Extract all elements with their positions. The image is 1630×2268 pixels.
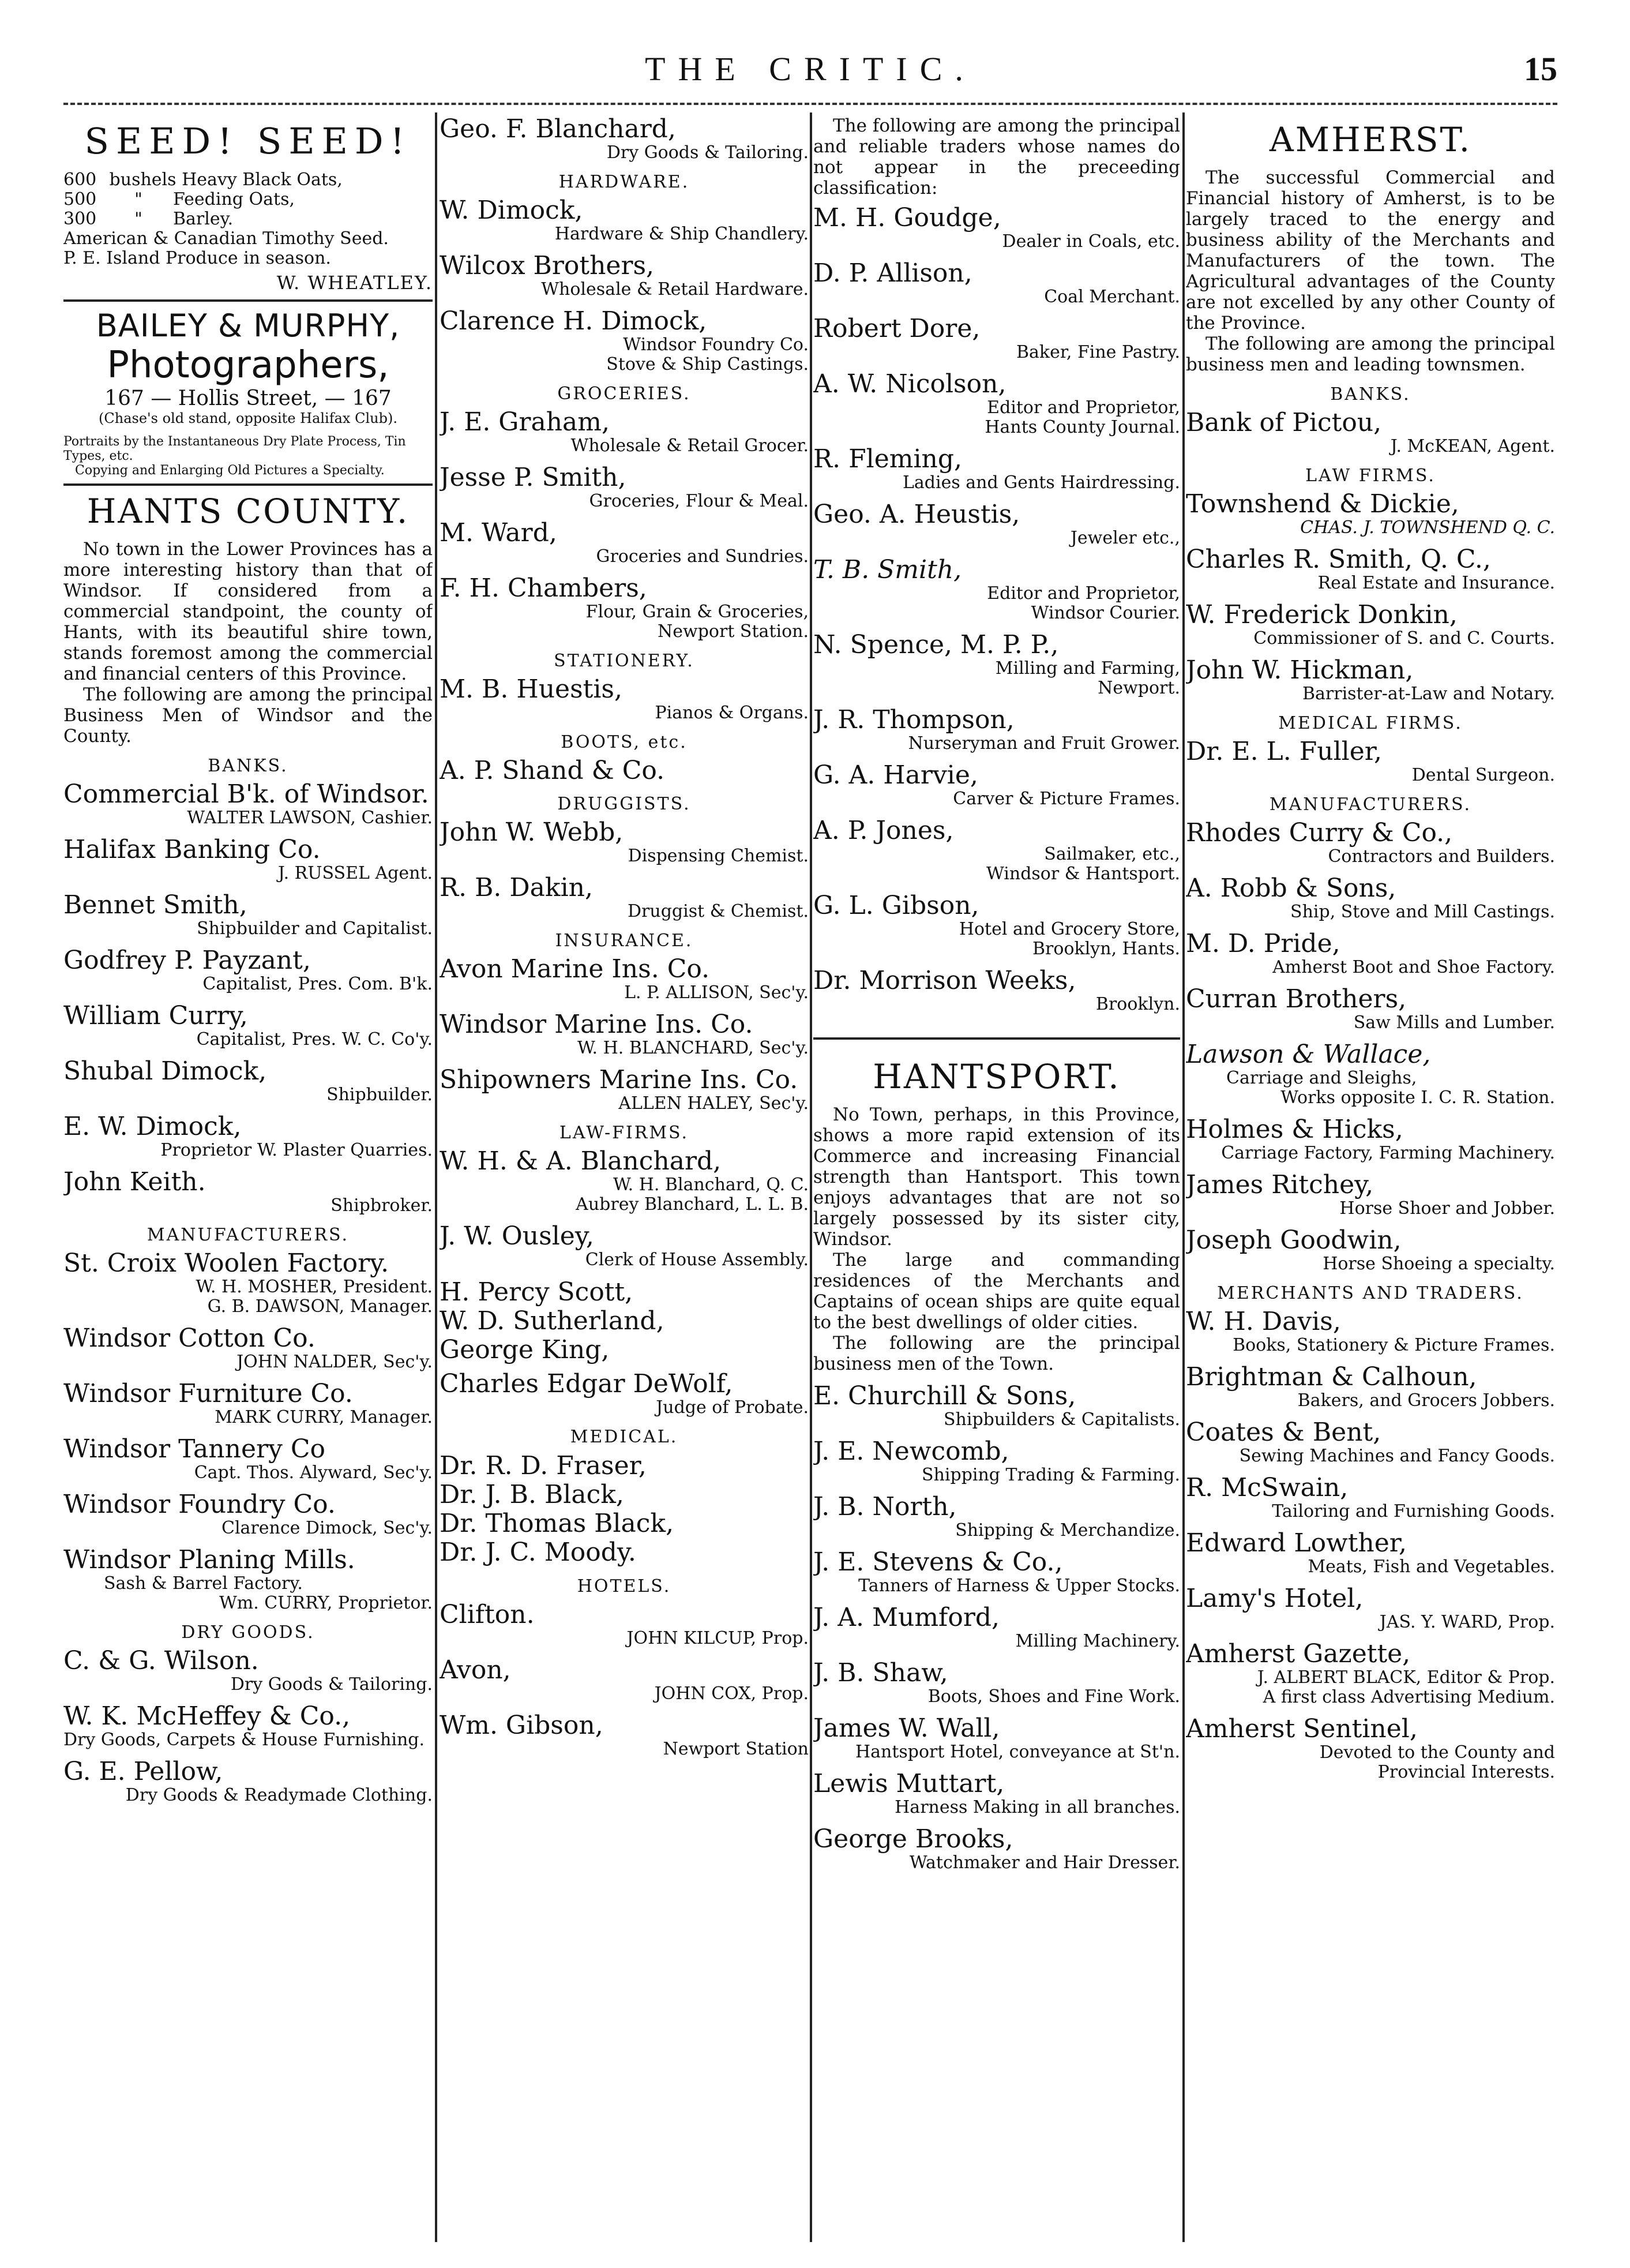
listing-name: W. D. Sutherland, [440,1306,664,1336]
listing-entry: Geo. F. Blanchard, Dry Goods & Tailoring. [440,115,809,163]
ad-separator [63,299,433,302]
amherst-paragraph: The successful Commercial and Financial history of Amherst, is to be largely traced to the energy and business ability of the Merchants and Manufacturers of the town. The Agricultural advantages of the County are not excelled by any other County of the Province. [1186,167,1555,333]
listing-entry: Rhodes Curry & Co., Contractors and Builders. [1186,818,1555,867]
bailey-murphy-address: 167 — Hollis Street, — 167 [104,387,392,410]
listing-entry: Commercial B'k. of Windsor. WALTER LAWSON, Cashier. [63,779,433,828]
hantsport-title: HANTSPORT. [873,1057,1121,1096]
listing-entry: A. W. Nicolson, Editor and Proprietor, Hants County Journal. [813,369,1180,437]
listing-entry: Windsor Tannery Co Capt. Thos. Alyward, Sec'y. [63,1434,433,1483]
listing-entry: Avon Marine Ins. Co. L. P. ALLISON, Sec'y. [440,954,809,1003]
listing-entry: E. W. Dimock, Proprietor W. Plaster Quarries. [63,1112,433,1160]
listing-entry: J. E. Newcomb, Shipping Trading & Farming. [813,1437,1180,1485]
listing-entry: Amherst Gazette, J. ALBERT BLACK, Editor & Prop. A first class Advertising Medium. [1186,1639,1555,1707]
listing-entry: James W. Wall, Hantsport Hotel, conveyance at St'n. [813,1714,1180,1762]
listing-entry: W. Dimock, Hardware & Ship Chandlery. [440,196,809,244]
hantsport-paragraph: No Town, perhaps, in this Province, shows a more rapid extension of its Commerce and increasing Financial strength than Hantsport. This town enjoys advantages that are not so largely possessed by its sister city, Windsor. [813,1104,1180,1250]
listing-entry: W. H. Davis, Books, Stationery & Picture Frames. [1186,1307,1555,1355]
listing-entry: T. B. Smith, Editor and Proprietor, Windsor Courier. [813,555,1180,623]
listing-name: George King, [440,1335,610,1364]
listing-entry: Windsor Marine Ins. Co. W. H. BLANCHARD, Sec'y. [440,1010,809,1058]
listing-entry: Godfrey P. Payzant, Capitalist, Pres. Com. B'k. [63,946,433,994]
listing-name: Dr. J. C. Moody. [440,1538,636,1567]
hants-paragraph: The following are among the principal Business Men of Windsor and the County. [63,684,433,747]
listing-entry: Windsor Planing Mills. Sash & Barrel Factory. Wm. CURRY, Proprietor. [63,1545,433,1613]
bailey-murphy-name: BAILEY & MURPHY, [96,308,400,344]
listing-name: Dr. J. B. Black, [440,1480,624,1509]
amherst-paragraph: The following are among the principal business men and leading townsmen. [1186,333,1555,375]
seed-line: 600 bushels Heavy Black Oats, [63,170,343,190]
listing-entry: R. B. Dakin, Druggist & Chemist. [440,873,809,921]
section-heading-groceries: GROCERIES. [557,384,691,404]
listing-entry: R. McSwain, Tailoring and Furnishing Goods. [1186,1473,1555,1521]
listing-entry: R. Fleming, Ladies and Gents Hairdressing. [813,444,1180,493]
listing-entry: J. B. North, Shipping & Merchandize. [813,1492,1180,1540]
listing-name: H. Percy Scott, [440,1277,633,1307]
listing-entry: W. K. McHeffey & Co., Dry Goods, Carpets & House Furnishing. [63,1701,425,1750]
hantsport-paragraph: The following are the principal business men of the Town. [813,1333,1180,1374]
listing-entry: Amherst Sentinel, Devoted to the County and Provincial Interests. [1186,1714,1555,1782]
listing-entry: George Brooks, Watchmaker and Hair Dresser. [813,1824,1180,1873]
page-number: 15 [1524,50,1557,88]
seed-line: American & Canadian Timothy Seed. [63,228,389,249]
listing-entry: Brightman & Calhoun, Bakers, and Grocers Jobbers. [1186,1362,1555,1411]
listing-entry: Shipowners Marine Ins. Co. ALLEN HALEY, Sec'y. [440,1065,809,1114]
listing-entry: A. P. Jones, Sailmaker, etc., Windsor & Hantsport. [813,816,1180,884]
listing-entry: M. Ward, Groceries and Sundries. [440,518,809,567]
column-divider [810,113,812,2242]
section-heading-law-firms: LAW FIRMS. [1305,466,1436,486]
hants-county-title: HANTS COUNTY. [87,492,410,531]
seed-ad-signature: W. WHEATLEY. [276,272,433,294]
listing-entry: Clarence H. Dimock, Windsor Foundry Co. Stove & Ship Castings. [440,306,809,374]
page-header [63,46,1557,104]
listing-entry: William Curry, Capitalist, Pres. W. C. Co'y. [63,1001,433,1049]
listing-entry: Avon, JOHN COX, Prop. [440,1655,809,1704]
listing-entry: John W. Webb, Dispensing Chemist. [440,818,809,866]
hantsport-paragraph: The large and commanding residences of the Merchants and Captains of ocean ships are quite equal to the best dwellings of older cities. [813,1250,1180,1333]
listing-entry: Charles Edgar DeWolf, Judge of Probate. [440,1369,809,1418]
column-2 [440,115,809,2245]
listing-entry: W. Frederick Donkin, Commissioner of S. and C. Courts. [1186,600,1555,648]
listing-entry: J. A. Mumford, Milling Machinery. [813,1603,1180,1651]
listing-entry: Wilcox Brothers, Wholesale & Retail Hardware. [440,251,809,299]
section-heading-boots: BOOTS, etc. [561,732,688,752]
listing-entry: Robert Dore, Baker, Fine Pastry. [813,314,1180,362]
listing-entry: Lamy's Hotel, JAS. Y. WARD, Prop. [1186,1584,1555,1632]
listing-entry: G. L. Gibson, Hotel and Grocery Store, Brooklyn, Hants. [813,891,1180,959]
listing-entry: Curran Brothers, Saw Mills and Lumber. [1186,984,1555,1033]
listing-entry: G. A. Harvie, Carver & Picture Frames. [813,760,1180,809]
listing-entry: Holmes & Hicks, Carriage Factory, Farming Machinery. [1186,1115,1555,1163]
listing-entry: Windsor Furniture Co. MARK CURRY, Manager. [63,1379,433,1427]
section-heading-manufacturers: MANUFACTURERS. [1269,794,1472,815]
amherst-title: AMHERST. [1269,120,1472,159]
column-3 [813,115,1180,2245]
listing-name: Dr. R. D. Fraser, [440,1451,647,1480]
listing-entry: D. P. Allison, Coal Merchant. [813,258,1180,307]
section-heading-medical: MEDICAL. [570,1427,678,1447]
listing-entry: Coates & Bent, Sewing Machines and Fancy Goods. [1186,1418,1555,1466]
listing-entry: A. P. Shand & Co. [440,756,665,785]
bailey-murphy-title: Photographers, [107,344,389,387]
listing-entry: J. R. Thompson, Nurseryman and Fruit Grower. [813,705,1180,753]
section-heading-merchants-traders: MERCHANTS AND TRADERS. [1217,1283,1524,1303]
traders-intro: The following are among the principal and reliable traders whose names do not appear in the preceeding classification: [813,115,1180,198]
column-4 [1186,115,1555,2245]
listing-entry: M. D. Pride, Amherst Boot and Shoe Factory. [1186,929,1555,977]
listing-entry: Joseph Goodwin, Horse Shoeing a specialty. [1186,1225,1555,1274]
section-heading-manufacturers: MANUFACTURERS. [147,1225,350,1245]
ad-separator [63,483,433,486]
listing-entry: Windsor Foundry Co. Clarence Dimock, Sec'y. [63,1490,433,1538]
listing-entry: Jesse P. Smith, Groceries, Flour & Meal. [440,463,809,511]
section-heading-banks: BANKS. [208,756,288,776]
seed-line: P. E. Island Produce in season. [63,248,331,268]
listing-entry: Dr. E. L. Fuller, Dental Surgeon. [1186,737,1555,785]
bailey-murphy-address-note: (Chase's old stand, opposite Halifax Club). [99,410,397,426]
listing-entry: Geo. A. Heustis, Jeweler etc., [813,500,1180,548]
section-heading-druggists: DRUGGISTS. [557,794,691,814]
seed-line: 500 " Feeding Oats, [63,189,295,209]
listing-entry: St. Croix Woolen Factory. W. H. MOSHER, President. G. B. DAWSON, Manager. [63,1249,433,1317]
listing-entry: N. Spence, M. P. P., Milling and Farming, Newport. [813,630,1180,698]
listing-entry: John W. Hickman, Barrister-at-Law and Notary. [1186,655,1555,704]
seed-ad-list [63,170,433,268]
section-heading-insurance: INSURANCE. [555,931,693,951]
section-separator [813,1037,1180,1040]
section-heading-banks: BANKS. [1330,384,1411,404]
listing-entry: Windsor Cotton Co. JOHN NALDER, Sec'y. [63,1324,433,1372]
listing-name: Dr. Thomas Black, [440,1509,674,1538]
listing-entry: Shubal Dimock, Shipbuilder. [63,1056,433,1105]
listing-entry: C. & G. Wilson. Dry Goods & Tailoring. [63,1646,433,1695]
listing-entry: J. W. Ousley, Clerk of House Assembly. [440,1221,809,1270]
listing-entry: A. Robb & Sons, Ship, Stove and Mill Castings. [1186,874,1555,922]
header-rule [63,103,1557,105]
section-heading-law-firms: LAW-FIRMS. [559,1123,689,1143]
listing-entry: Lewis Muttart, Harness Making in all branches. [813,1769,1180,1817]
listing-entry: Charles R. Smith, Q. C., Real Estate and Insurance. [1186,545,1555,593]
listing-entry: Townshend & Dickie, CHAS. J. TOWNSHEND Q. C. [1186,489,1555,538]
section-heading-hotels: HOTELS. [577,1576,671,1596]
listing-entry: J. E. Graham, Wholesale & Retail Grocer. [440,407,809,456]
section-heading-hardware: HARDWARE. [558,172,690,192]
listing-entry: Bennet Smith, Shipbuilder and Capitalist. [63,890,433,939]
listing-entry: James Ritchey, Horse Shoer and Jobber. [1186,1170,1555,1219]
listing-entry: Dr. Morrison Weeks, Brooklyn. [813,966,1180,1014]
listing-entry: Bank of Pictou, J. McKEAN, Agent. [1186,408,1555,456]
hants-paragraph: No town in the Lower Provinces has a more interesting history than that of Windsor. If considered from a commercial standpoint, the county of Hants, with its beautiful shire town, stands foremost among the commercial and financial centers of this Province. [63,539,433,684]
listing-entry: Clifton. JOHN KILCUP, Prop. [440,1600,809,1648]
listing-entry: John Keith. Shipbroker. [63,1167,433,1216]
section-heading-dry-goods: DRY GOODS. [181,1622,315,1643]
listing-entry: F. H. Chambers, Flour, Grain & Groceries, Newport Station. [440,573,809,642]
seed-ad-title: SEED! SEED! [84,120,412,162]
column-divider [435,113,437,2242]
listing-entry: Halifax Banking Co. J. RUSSEL Agent. [63,835,433,883]
listing-entry: Wm. Gibson, Newport Station [440,1711,809,1759]
section-heading-medical-firms: MEDICAL FIRMS. [1278,713,1463,733]
listing-entry: M. B. Huestis, Pianos & Organs. [440,674,809,723]
bailey-murphy-note: Portraits by the Instantaneous Dry Plate Process, Tin Types, etc. [63,434,406,463]
newspaper-title: THE CRITIC. [645,50,976,88]
column-1 [63,115,433,2245]
section-heading-stationery: STATIONERY. [554,651,694,671]
bailey-murphy-note: Copying and Enlarging Old Pictures a Specialty. [75,463,385,478]
column-divider [1182,113,1185,2242]
listing-entry: W. H. & A. Blanchard, W. H. Blanchard, Q. C. Aubrey Blanchard, L. L. B. [440,1146,809,1214]
listing-entry: G. E. Pellow, Dry Goods & Readymade Clothing. [63,1757,433,1805]
listing-entry: Lawson & Wallace, Carriage and Sleighs, Works opposite I. C. R. Station. [1186,1040,1555,1108]
listing-entry: E. Churchill & Sons, Shipbuilders & Capitalists. [813,1381,1180,1430]
listing-entry: J. B. Shaw, Boots, Shoes and Fine Work. [813,1658,1180,1707]
listing-entry: Edward Lowther, Meats, Fish and Vegetables. [1186,1528,1555,1577]
listing-entry: J. E. Stevens & Co., Tanners of Harness & Upper Stocks. [813,1547,1180,1596]
seed-line: 300 " Barley. [63,209,234,229]
listing-entry: M. H. Goudge, Dealer in Coals, etc. [813,203,1180,252]
